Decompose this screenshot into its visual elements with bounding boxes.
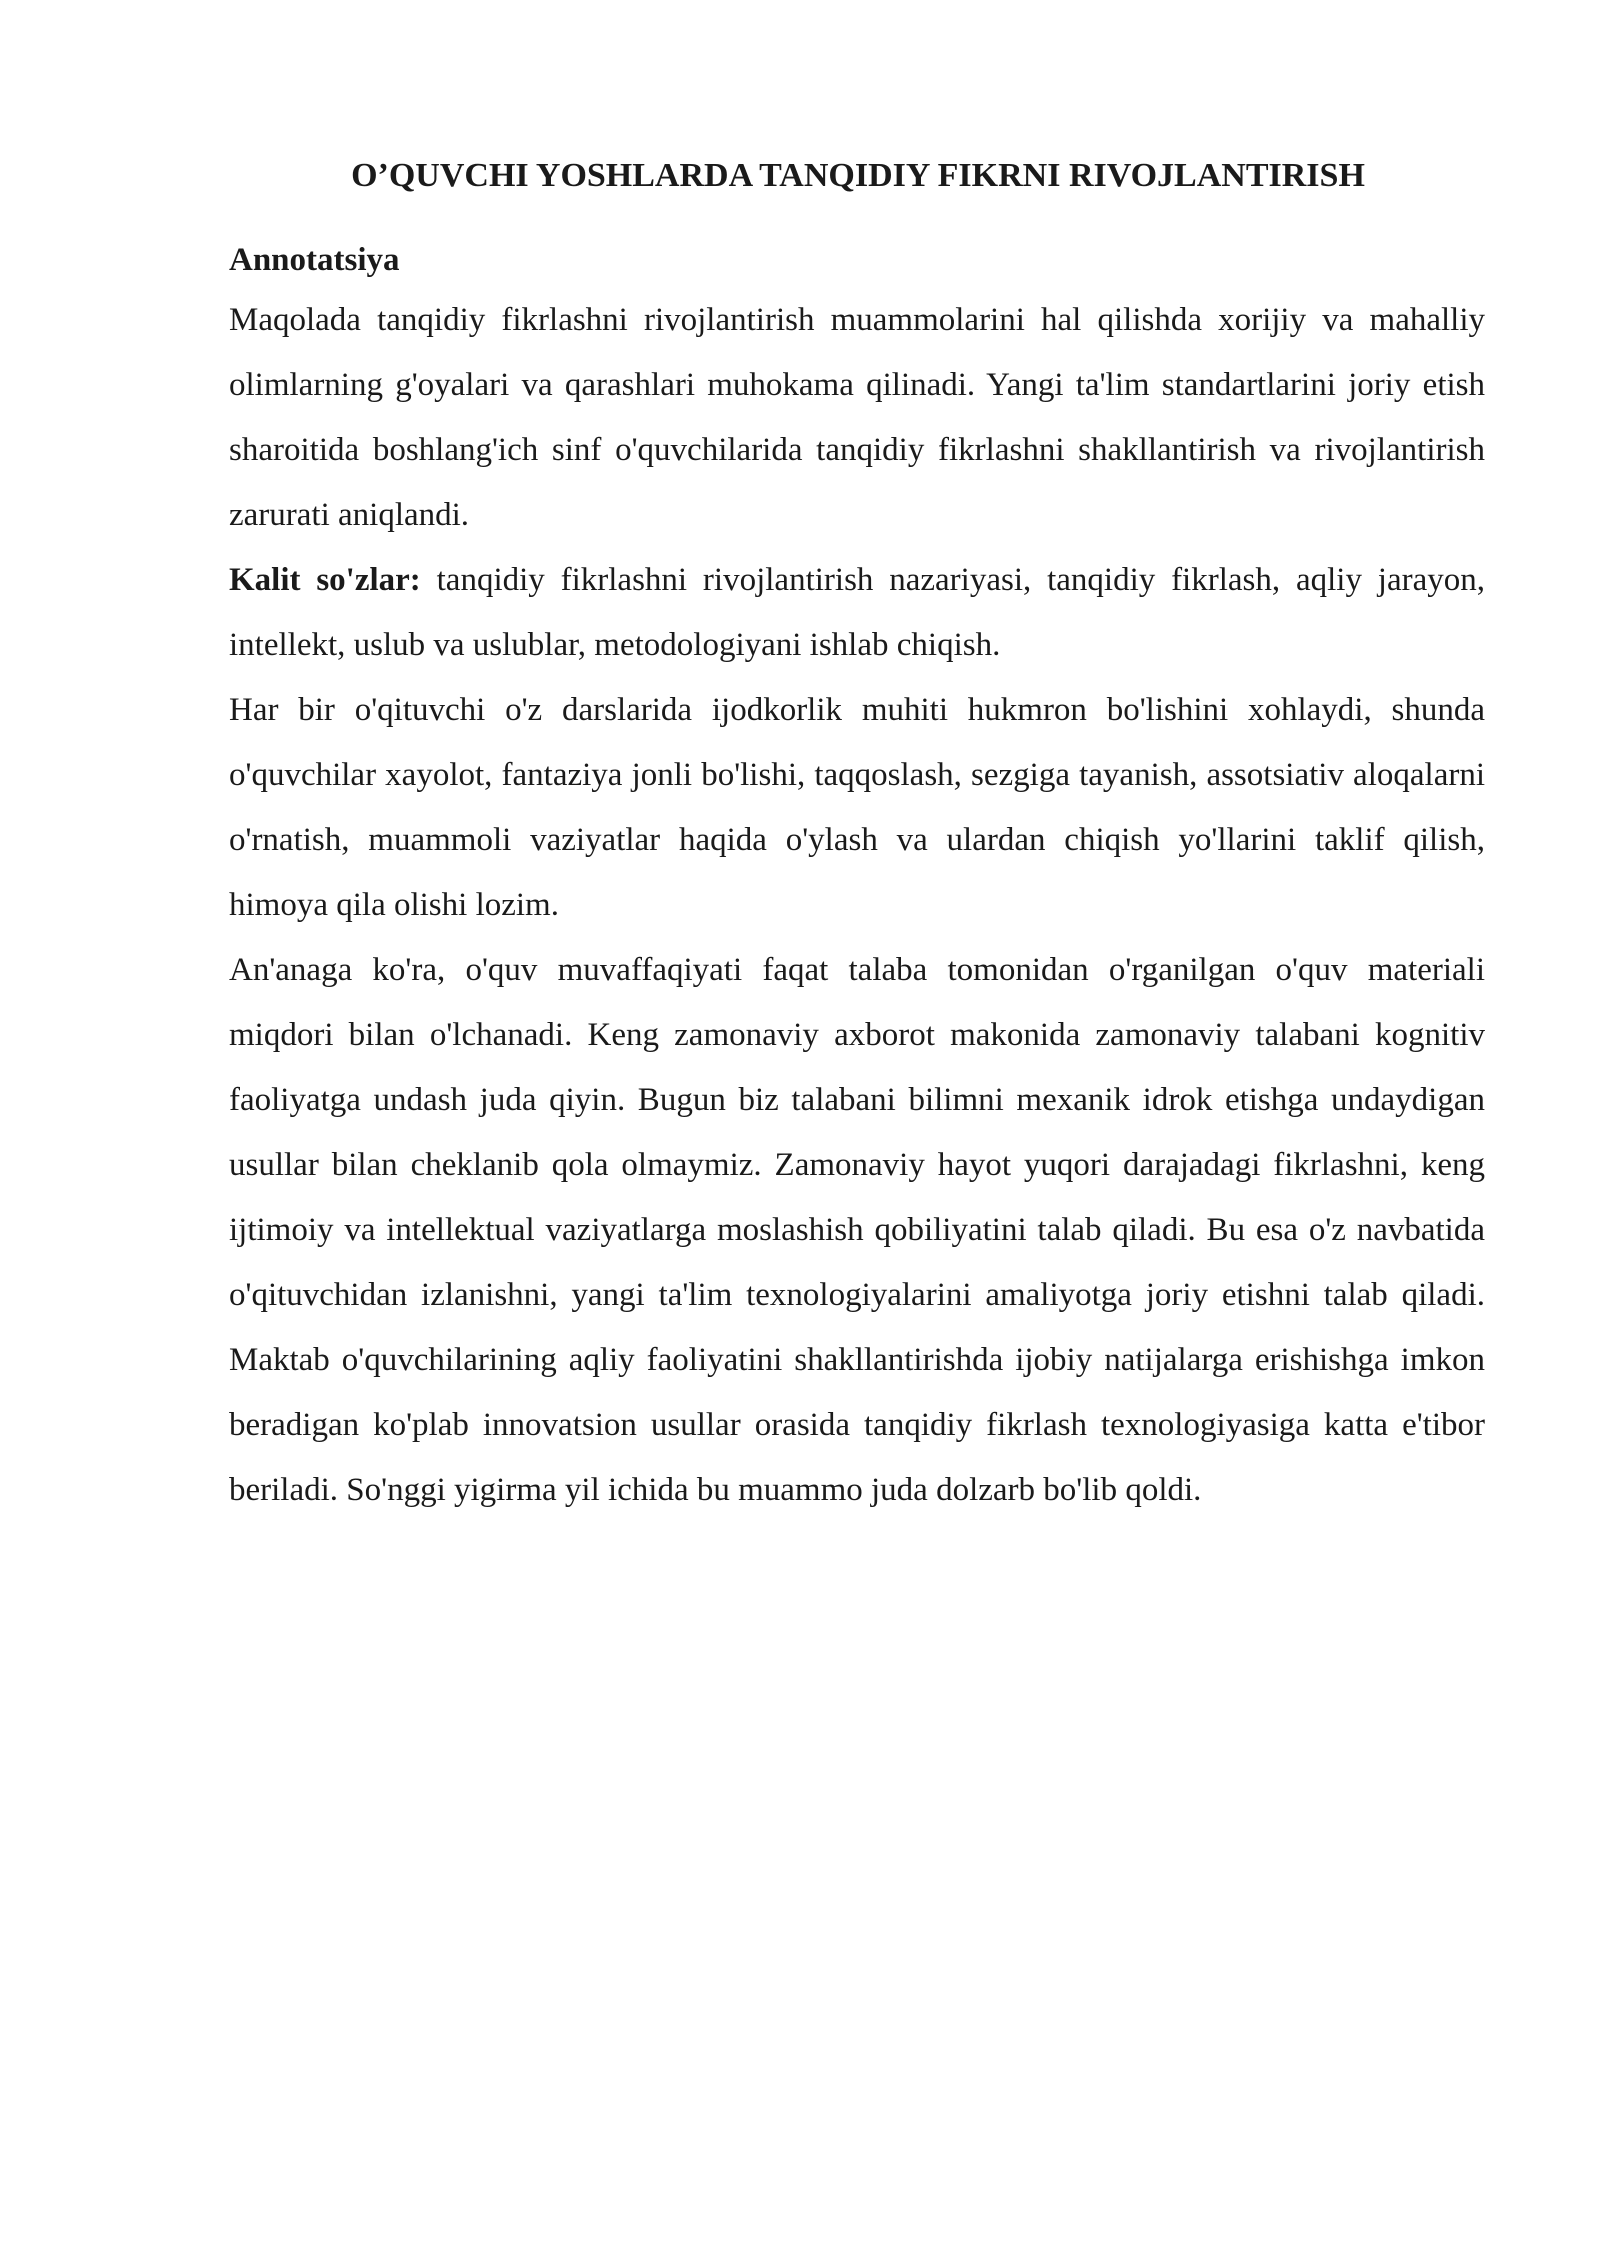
document-title: O’QUVCHI YOSHLARDA TANQIDIY FIKRNI RIVOJLANTIRISH: [351, 157, 1365, 194]
body-paragraph-1: Har bir o'qituvchi o'z darslarida ijodkorlik muhiti hukmron bo'lishini xohlaydi, shunda o'quvchilar xayolot, fantaziya jonli bo'lishi, taqqoslash, sezgiga tayanish, assotsiativ aloqalarni o'rnatish, muammoli vaziyatlar haqida o'ylash va ulardan chiqish yo'llarini taklif qilish, himoya qila olishi lozim.: [229, 692, 1485, 923]
keywords-label: Kalit so'zlar:: [229, 562, 421, 598]
keywords-text: tanqidiy fikrlashni rivojlantirish nazariyasi, tanqidiy fikrlash, aqliy jarayon, intellekt, uslub va uslublar, metodologiyani ishlab chiqish.: [229, 562, 1485, 663]
keywords-paragraph: [229, 548, 1485, 678]
abstract-paragraph: Maqolada tanqidiy fikrlashni rivojlantirish muammolarini hal qilishda xorijiy va mahalliy olimlarning g'oyalari va qarashlari muhokama qilinadi. Yangi ta'lim standartlarini joriy etish sharoitida boshlang'ich sinf o'quvchilarida tanqidiy fikrlashni shakllantirish va rivojlantirish zarurati aniqlandi.: [229, 302, 1485, 533]
document-content: [229, 148, 1485, 1523]
body-paragraph-2: An'anaga ko'ra, o'quv muvaffaqiyati faqat talaba tomonidan o'rganilgan o'quv materiali miqdori bilan o'lchanadi. Keng zamonaviy axborot makonida zamonaviy talabani kognitiv faoliyatga undash juda qiyin. Bugun biz talabani bilimni mexanik idrok etishga undaydigan usullar bilan cheklanib qola olmaymiz. Zamonaviy hayot yuqori darajadagi fikrlashni, keng ijtimoiy va intellektual vaziyatlarga moslashish qobiliyatini talab qiladi. Bu esa o'z navbatida o'qituvchidan izlanishni, yangi ta'lim texnologiyalarini amaliyotga joriy etishni talab qiladi. Maktab o'quvchilarining aqliy faoliyatini shakllantirishda ijobiy natijalarga erishishga imkon beradigan ko'plab innovatsion usullar orasida tanqidiy fikrlash texnologiyasiga katta e'tibor beriladi. So'nggi yigirma yil ichida bu muammo juda dolzarb bo'lib qoldi.: [229, 952, 1485, 1508]
abstract-heading: Annotatsiya: [229, 242, 400, 278]
